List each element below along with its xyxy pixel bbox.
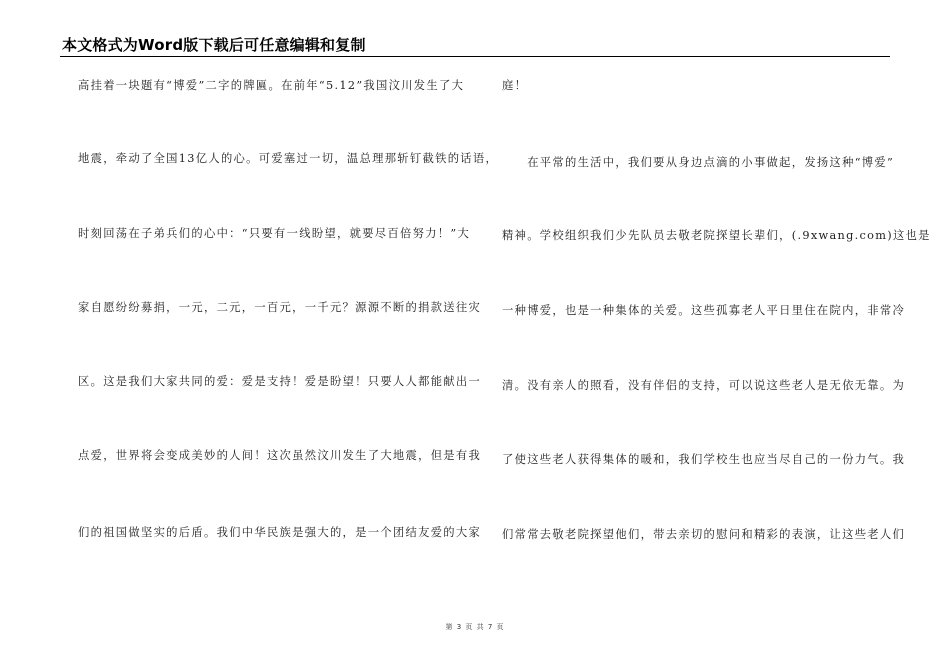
text-line: 了使这些老人获得集体的暖和，我们学校生也应当尽自己的一份力气。我 [502,453,906,466]
text-line: 区。这是我们大家共同的爱：爱是支持！爱是盼望！只要人人都能献出一 [78,375,482,388]
text-line: 庭！ [502,79,528,92]
text-line: 点爱，世界将会变成美妙的人间！这次虽然汶川发生了大地震，但是有我 [78,449,482,462]
header-divider [60,56,890,57]
text-line: 清。没有亲人的照看，没有伴侣的支持，可以说这些老人是无依无靠。为 [502,379,906,392]
page-number: 第 3 页 共 7 页 [445,623,505,631]
document-header-title: 本文格式为Word版下载后可任意编辑和复制 [62,36,366,54]
text-line: 地震，牵动了全国13亿人的心。可爱塞过一切，温总理那斩钉截铁的话语， [78,152,499,165]
text-line: 家自愿纷纷募捐，一元，二元，一百元，一千元？源源不断的捐款送往灾 [78,301,482,314]
text-line: 在平常的生活中，我们要从身边点滴的小事做起，发扬这种“博爱” [502,156,895,169]
text-line: 一种博爱，也是一种集体的关爱。这些孤寡老人平日里住在院内，非常冷 [502,304,906,317]
text-line: 们的祖国做坚实的后盾。我们中华民族是强大的，是一个团结友爱的大家 [78,526,482,539]
text-line: 时刻回荡在子弟兵们的心中：“只要有一线盼望，就要尽百倍努力！”大 [78,227,471,240]
text-line: 高挂着一块题有“博爱”二字的牌匾。在前年“5.12”我国汶川发生了大 [78,79,465,92]
text-line: 们常常去敬老院探望他们，带去亲切的慰问和精彩的表演，让这些老人们 [502,528,906,541]
text-line: 精神。学校组织我们少先队员去敬老院探望长辈们，(.9xwang.com)这也是 [502,229,931,242]
